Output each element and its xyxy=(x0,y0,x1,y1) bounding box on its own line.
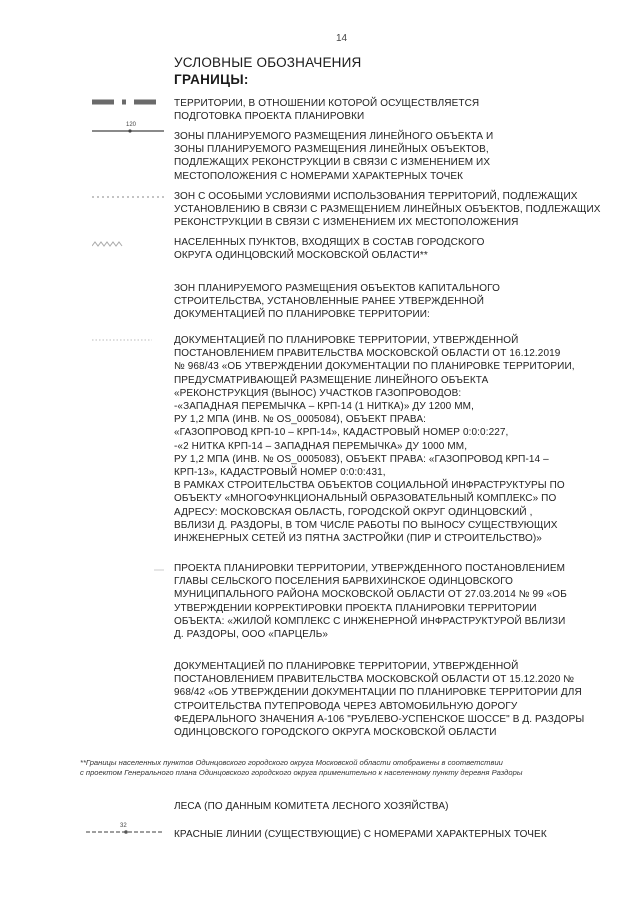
approved-docs-2019-symbol xyxy=(92,337,164,343)
footnote: **Границы населенных пунктов Одинцовского городского округа Московской области отображены в соответствии с проектом Генерального плана Одинцовского городского округа применительно к населенному пункту деревня Раздоры xyxy=(80,758,523,777)
planned-zone-line-symbol xyxy=(92,128,164,134)
legend-entry-territory: ТЕРРИТОРИИ, В ОТНОШЕНИИ КОТОРОЙ ОСУЩЕСТВЛЯЕТСЯ ПОДГОТОВКА ПРОЕКТА ПЛАНИРОВКИ xyxy=(174,98,480,123)
legend-entry-planned-zones: ЗОНЫ ПЛАНИРУЕМОГО РАЗМЕЩЕНИЯ ЛИНЕЙНОГО ОБЪЕКТА И ЗОНЫ ПЛАНИРУЕМОГО РАЗМЕЩЕНИЯ ЛИНЕЙНЫХ ОБЪЕКТОВ, ПОДЛЕЖАЩИХ РЕКОНСТРУКЦИИ В СВЯЗИ С ИЗМЕНЕНИЕМ ИХ МЕСТОПОЛОЖЕНИЯ С НОМЕРАМИ ХАРАКТЕРНЫХ ТОЧЕК xyxy=(174,131,494,182)
line-point-number: 120 xyxy=(126,122,137,128)
legend-entry-docs-2020: ДОКУМЕНТАЦИЕЙ ПО ПЛАНИРОВКЕ ТЕРРИТОРИИ, УТВЕРЖДЕННОЙ ПОСТАНОВЛЕНИЕМ ПРАВИТЕЛЬСТВА МОСКОВСКОЙ ОБЛАСТИ ОТ 15.12.2020 № 968/42 «ОБ УТВЕРЖДЕНИИ ДОКУМЕНТАЦИИ ПО ПЛАНИРОВКЕ ТЕРРИТОРИИ ДЛЯ СТРОИТЕЛЬСТВА ПУТЕПРОВОДА ЧЕРЕЗ АВТОМОБИЛЬНУЮ ДОРОГУ ФЕДЕРАЛЬНОГО ЗНАЧЕНИЯ А-106 "РУБЛЕВО-УСПЕНСКОЕ ШОССЕ" В Д. РАЗДОРЫ ОДИНЦОВСКОГО ГОРОДСКОГО ОКРУГА МОСКОВСКОЙ ОБЛАСТИ xyxy=(174,661,585,739)
legend-entry-settlements: НАСЕЛЕННЫХ ПУНКТОВ, ВХОДЯЩИХ В СОСТАВ ГОРОДСКОГО ОКРУГА ОДИНЦОВСКИЙ МОСКОВСКОЙ ОБЛАСТИ** xyxy=(174,237,485,262)
page-number: 14 xyxy=(336,33,348,44)
red-lines-symbol xyxy=(86,829,164,835)
legend-subtitle: ГРАНИЦЫ: xyxy=(174,72,249,87)
legend-entry-project-2014: ПРОЕКТА ПЛАНИРОВКИ ТЕРРИТОРИИ, УТВЕРЖДЕННОГО ПОСТАНОВЛЕНИЕМ ГЛАВЫ СЕЛЬСКОГО ПОСЕЛЕНИЯ БАРВИХИНСКОЕ ОДИНЦОВСКОГО МУНИЦИПАЛЬНОГО РАЙОНА МОСКОВСКОЙ ОБЛАСТИ ОТ 27.03.2014 № 99 «ОБ УТВЕРЖДЕНИИ КОРРЕКТИРОВКИ ПРОЕКТА ПЛАНИРОВКИ ТЕРРИТОРИИ ОБЪЕКТА: «ЖИЛОЙ КОМПЛЕКС С ИНЖЕНЕРНОЙ ИНФРАСТРУКТУРОЙ ВБЛИЗИ Д. РАЗДОРЫ, ООО «ПАРЦЕЛЬ» xyxy=(174,563,567,641)
red-line-point-number: 32 xyxy=(120,823,127,829)
project-2014-symbol xyxy=(154,566,164,574)
legend-title: УСЛОВНЫЕ ОБОЗНАЧЕНИЯ xyxy=(174,55,362,70)
settlement-boundary-symbol xyxy=(92,240,164,248)
dashed-boundary-symbol xyxy=(92,98,164,106)
legend-entry-red-lines: КРАСНЫЕ ЛИНИИ (СУЩЕСТВУЮЩИЕ) С НОМЕРАМИ ХАРАКТЕРНЫХ ТОЧЕК xyxy=(174,829,547,840)
special-conditions-symbol xyxy=(92,194,164,200)
legend-entry-docs-2019: ДОКУМЕНТАЦИЕЙ ПО ПЛАНИРОВКЕ ТЕРРИТОРИИ, УТВЕРЖДЕННОЙ ПОСТАНОВЛЕНИЕМ ПРАВИТЕЛЬСТВА МОСКОВСКОЙ ОБЛАСТИ ОТ 16.12.2019 № 968/43 «ОБ УТВЕРЖДЕНИИ ДОКУМЕНТАЦИИ ПО ПЛАНИРОВКЕ ТЕРРИТОРИИ, ПРЕДУСМАТРИВАЮЩЕЙ РАЗМЕЩЕНИЕ ЛИНЕЙНОГО ОБЪЕКТА «РЕКОНСТРУКЦИЯ (ВЫНОС) УЧАСТКОВ ГАЗОПРОВОДОВ: -«ЗАПАДНАЯ ПЕРЕМЫЧКА – КРП-14 (1 НИТКА)» ДУ 1200 ММ, РУ 1,2 МПА (ИНВ. № OS_0005084), ОБЪЕКТ ПРАВА: «ГАЗОПРОВОД КРП-10 – КРП-14», КАДАСТРОВЫЙ НОМЕР 0:0:0:227, -«2 НИТКА КРП-14 – ЗАПАДНАЯ ПЕРЕМЫЧКА» ДУ 1000 ММ, РУ 1,2 МПА (ИНВ. № OS_0005083), ОБЪЕКТ ПРАВА: «ГАЗОПРОВОД КРП-14 – КРП-13», КАДАСТРОВЫЙ НОМЕР 0:0:0:431, В РАМКАХ СТРОИТЕЛЬСТВА ОБЪЕКТОВ СОЦИАЛЬНОЙ ИНФРАСТРУКТУРЫ ПО ОБЪЕКТУ «МНОГОФУНКЦИОНАЛЬНЫЙ ОБРАЗОВАТЕЛЬНЫЙ КОМПЛЕКС» ПО АДРЕСУ: МОСКОВСКАЯ ОБЛАСТЬ, ГОРОДСКОЙ ОКРУГ ОДИНЦОВСКИЙ , ВБЛИЗИ Д. РАЗДОРЫ, В ТОМ ЧИСЛЕ РАБОТЫ ПО ВЫНОСУ СУЩЕСТВУЮЩИХ ИНЖЕНЕРНЫХ СЕТЕЙ ИЗ ПЯТНА ЗАСТРОЙКИ (ПИР И СТРОИТЕЛЬСТВО)» xyxy=(174,335,575,545)
legend-entry-special-zones: ЗОН С ОСОБЫМИ УСЛОВИЯМИ ИСПОЛЬЗОВАНИЯ ТЕРРИТОРИЙ, ПОДЛЕЖАЩИХ УСТАНОВЛЕНИЮ В СВЯЗИ С РАЗМЕЩЕНИЕМ ЛИНЕЙНЫХ ОБЪЕКТОВ, ПОДЛЕЖАЩИХ РЕКОНСТРУКЦИИ В СВЯЗИ С ИЗМЕНЕНИЕМ ИХ МЕСТОПОЛОЖЕНИЯ xyxy=(174,191,601,229)
legend-entry-capital-construction: ЗОН ПЛАНИРУЕМОГО РАЗМЕЩЕНИЯ ОБЪЕКТОВ КАПИТАЛЬНОГО СТРОИТЕЛЬСТВА, УСТАНОВЛЕННЫЕ РАНЕЕ УТВЕРЖДЕННОЙ ДОКУМЕНТАЦИЕЙ ПО ПЛАНИРОВКЕ ТЕРРИТОРИИ: xyxy=(174,283,500,321)
legend-entry-forests: ЛЕСА (ПО ДАННЫМ КОМИТЕТА ЛЕСНОГО ХОЗЯЙСТВА) xyxy=(174,801,449,812)
